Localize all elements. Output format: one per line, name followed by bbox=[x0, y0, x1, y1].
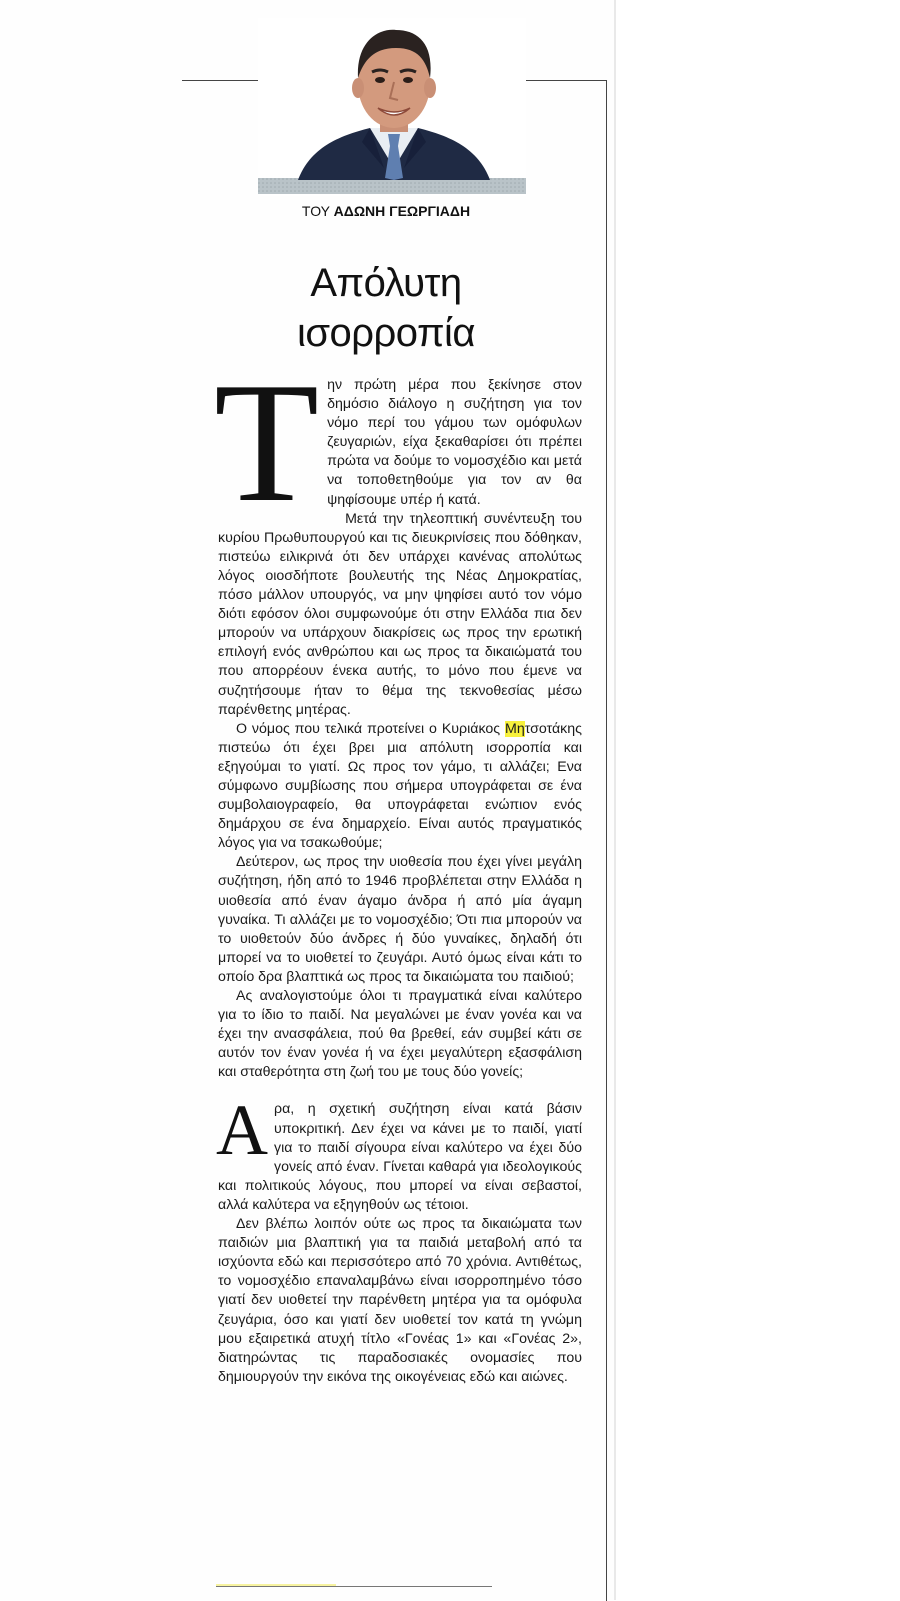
article-paragraph bbox=[218, 720, 582, 854]
article-body bbox=[214, 348, 582, 1387]
footer-rule bbox=[216, 1586, 492, 1587]
highlighted-text: Μη bbox=[505, 720, 525, 737]
paragraph-text: ην πρώτη μέρα που ξεκίνησε στον δημόσιο διάλογο η συζήτηση για τον νόμο περί του γάμου των ομόφυλων ζευγαριών, είχα ξεκαθαρίσει ότι πρέπει πρώτα να δούμε το νομοσχέδιο και μετά να τοποθετηθούμε για τον αν θα ψηφίσουμε υπέρ ή κατά. bbox=[327, 377, 582, 508]
article-paragraph bbox=[218, 987, 582, 1082]
headline-line-2: ισορροπία bbox=[296, 311, 476, 355]
headline bbox=[186, 258, 586, 358]
paragraph-text: Δεν βλέπω λοιπόν ούτε ως προς τα δικαιώματα των παιδιών μια βλαπτική για τα παιδιά μεταβολή από τα ισχύοντα εδώ και περισσότερο από 70 χρόνια. Αντιθέτως, το νομοσχέδιο επαναλαμβάνω είναι ισορροπημένο τόσο γιατί δεν υιοθετεί την παρένθετη μητέρα για τα ομόφυλα ζευγάρια, όσο και γιατί δεν υιοθετεί τον κατά τη γνώμη μου εξαιρετικά ατυχή τίτλο «Γονέας 1» και «Γονέας 2», διατηρώντας τις παραδοσιακές ονομασίες που δημιουργούν την εικόνα της οικογένειας εδώ και αιώνες. bbox=[218, 1216, 582, 1385]
article-paragraph bbox=[214, 348, 582, 538]
drop-cap: Τ bbox=[214, 348, 320, 538]
paragraph-text-start: Ο νόμος που τελικά προτείνει ο Κυριάκος bbox=[236, 720, 505, 737]
byline bbox=[186, 203, 586, 219]
article-paragraph bbox=[216, 1090, 582, 1215]
paragraph-text: Μετά την τηλεοπτική συνέντευξη του κυρίου Πρωθυπουργού και τις διευκρινίσεις που δόθηκαν, πιστεύω ειλικρινά ότι δεν υπάρχει κανένας απολύτως λόγος οιοσδήποτε βουλευτής της Νέας Δημοκρατίας, πόσο μάλλον υπουργός, να μην ψηφίσει αυτό τον νόμο διότι εφόσον όλοι συμφωνούμε ότι στην Ελλάδα πια δεν μπορούν να υπάρχουν διακρίσεις ως προς την ερωτική επιλογή ενός ανθρώπου και ως προς τα δικαιώματά του που απορρέουν ένεκα αυτής, το μόνο που έμενε να συζητήσουμε ήταν το θέμα της τεκνοθεσίας μέσω παρένθετης μητέρας. bbox=[218, 510, 582, 718]
author-photo bbox=[258, 18, 526, 196]
article-paragraph bbox=[218, 853, 582, 987]
byline-author: ΑΔΩΝΗ ΓΕΩΡΓΙΑΔΗ bbox=[333, 203, 471, 219]
paragraph-text-end: τσοτάκης πιστεύω ότι έχει βρει μια απόλυτη ισορροπία και εξηγούμαι το γιατί. Ως προς τον γάμο, τι αλλάζει; Ενα σύμφωνο συμβίωσης που σήμερα υπογράφεται σε ένα συμβολαιογραφείο, θα υπογράφεται ενώπιον ενός δημάρχου σε ένα δημαρχείο. Είναι αυτός πραγματικός λόγος για να τσακωθούμε; bbox=[218, 720, 582, 852]
paragraph-text: Δεύτερον, ως προς την υιοθεσία που έχει γίνει μεγάλη συζήτηση, ήδη από το 1946 προβλέπεται στην Ελλάδα η υιοθεσία από έναν άγαμο άνδρα ή από μία άγαμη γυναίκα. Τι αλλάζει με το νομοσχέδιο; Ότι πια μπορούν να το υιοθετούν δύο άνδρες ή δύο γυναίκες, δηλαδή ότι μπορεί να το υιοθετεί το ζευγάρι. Αυτό όμως είναι κάτι το οποίο δρα βλαπτικά ως προς τα δικαιώματα του παιδιού; bbox=[218, 854, 582, 985]
article-paragraph bbox=[218, 510, 582, 720]
headline-line-1: Απόλυτη bbox=[310, 261, 462, 305]
section-break bbox=[218, 1082, 582, 1100]
article-paragraph bbox=[218, 1215, 582, 1387]
paragraph-text: ρα, η σχετική συζήτηση είναι κατά βάσιν υποκριτική. Δεν έχει να κάνει με το παιδί, γιατί για το παιδί σίγουρα είναι καλύτερο να έχει δύο γονείς από έναν. Γίνεται καθαρά για ιδεολογικούς και πολιτικούς λόγους, που μπορεί να είναι σεβαστοί, αλλά καλύτερα να εξηγηθούν ως τέτοιοι. bbox=[218, 1101, 582, 1213]
paragraph-text: Ας αναλογιστούμε όλοι τι πραγματικά είναι καλύτερο για το ίδιο το παιδί. Να μεγαλώνει με έναν γονέα και να έχει την ανασφάλεια, πού θα βρεθεί, εάν συμβεί κάτι σε αυτόν τον έναν γονέα ή να έχει μεγαλύτερη εξασφάλιση και σταθερότητα στη ζωή του με τους δύο γονείς; bbox=[218, 988, 582, 1081]
page-edge bbox=[614, 0, 616, 1600]
drop-cap: Α bbox=[216, 1090, 268, 1171]
byline-prefix: ΤΟΥ bbox=[301, 203, 330, 219]
